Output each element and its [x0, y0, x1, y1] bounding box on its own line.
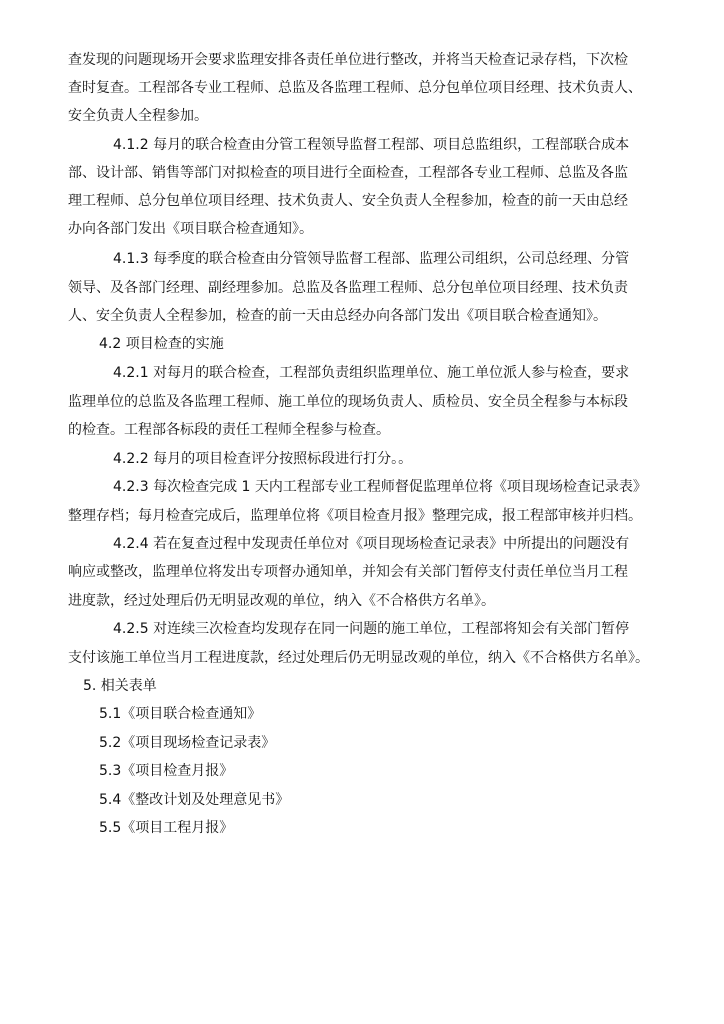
form-list-item: 5.5《项目工程月报》 [99, 820, 234, 836]
paragraph-line: 领导、及各部门经理、副经理参加。总监及各监理工程师、总分包单位项目经理、技术负责 [68, 280, 628, 296]
paragraph-line: 部、设计部、销售等部门对拟检查的项目进行全面检查，工程部各专业工程师、总监及各监 [68, 165, 628, 181]
paragraph-line: 的检查。工程部各标段的责任工程师全程参与检查。 [68, 422, 390, 438]
paragraph-line: 人、安全负责人全程参加，检查的前一天由总经办向各部门发出《项目联合检查通知》。 [68, 308, 607, 324]
paragraph-line: 理工程师、总分包单位项目经理、技术负责人、安全负责人全程参加，检查的前一天由总经 [68, 193, 628, 209]
paragraph-4-2-5-first-line: 4.2.5 对连续三次检查均发现存在同一问题的施工单位，工程部将知会有关部门暂停 [113, 621, 630, 637]
paragraph-4-2-1-first-line: 4.2.1 对每月的联合检查，工程部负责组织监理单位、施工单位派人参与检查，要求 [113, 365, 630, 381]
form-list-item: 5.2《项目现场检查记录表》 [99, 735, 276, 751]
paragraph-line: 安全负责人全程参加。 [68, 108, 208, 124]
form-list-item: 5.1《项目联合检查通知》 [99, 706, 262, 722]
paragraph-line: 监理单位的总监及各监理工程师、施工单位的现场负责人、质检员、安全员全程参与本标段 [68, 394, 628, 410]
section-heading-5: 5. 相关表单 [83, 678, 157, 694]
paragraph-line: 支付该施工单位当月工程进度款，经过处理后仍无明显改观的单位，纳入《不合格供方名单》。 [68, 650, 649, 666]
paragraph-line: 查发现的问题现场开会要求监理安排各责任单位进行整改，并将当天检查记录存档，下次检 [68, 52, 628, 68]
section-heading-4-2: 4.2 项目检查的实施 [99, 336, 224, 352]
paragraph-4-2-2: 4.2.2 每月的项目检查评分按照标段进行打分。。 [113, 451, 413, 467]
paragraph-4-1-3-first-line: 4.1.3 每季度的联合检查由分管领导监督工程部、监理公司组织，公司总经理、分管 [113, 251, 630, 267]
form-list-item: 5.4《整改计划及处理意见书》 [99, 792, 290, 808]
paragraph-line: 查时复查。工程部各专业工程师、总监及各监理工程师、总分包单位项目经理、技术负责人、 [68, 80, 642, 96]
paragraph-line: 响应或整改，监理单位将发出专项督办通知单，并知会有关部门暂停支付责任单位当月工程 [68, 564, 628, 580]
paragraph-4-1-2-first-line: 4.1.2 每月的联合检查由分管工程领导监督工程部、项目总监组织，工程部联合成本 [113, 137, 630, 153]
form-list-item: 5.3《项目检查月报》 [99, 763, 234, 779]
paragraph-line: 进度款，经过处理后仍无明显改观的单位，纳入《不合格供方名单》。 [68, 593, 495, 609]
paragraph-line: 整理存档；每月检查完成后，监理单位将《项目检查月报》整理完成，报工程部审核并归档。 [68, 508, 642, 524]
paragraph-4-2-4-first-line: 4.2.4 若在复查过程中发现责任单位对《项目现场检查记录表》中所提出的问题没有 [113, 536, 630, 552]
paragraph-line: 办向各部门发出《项目联合检查通知》。 [68, 221, 313, 237]
paragraph-4-2-3-first-line: 4.2.3 每次检查完成 1 天内工程部专业工程师督促监理单位将《项目现场检查记录表》 [113, 479, 647, 495]
